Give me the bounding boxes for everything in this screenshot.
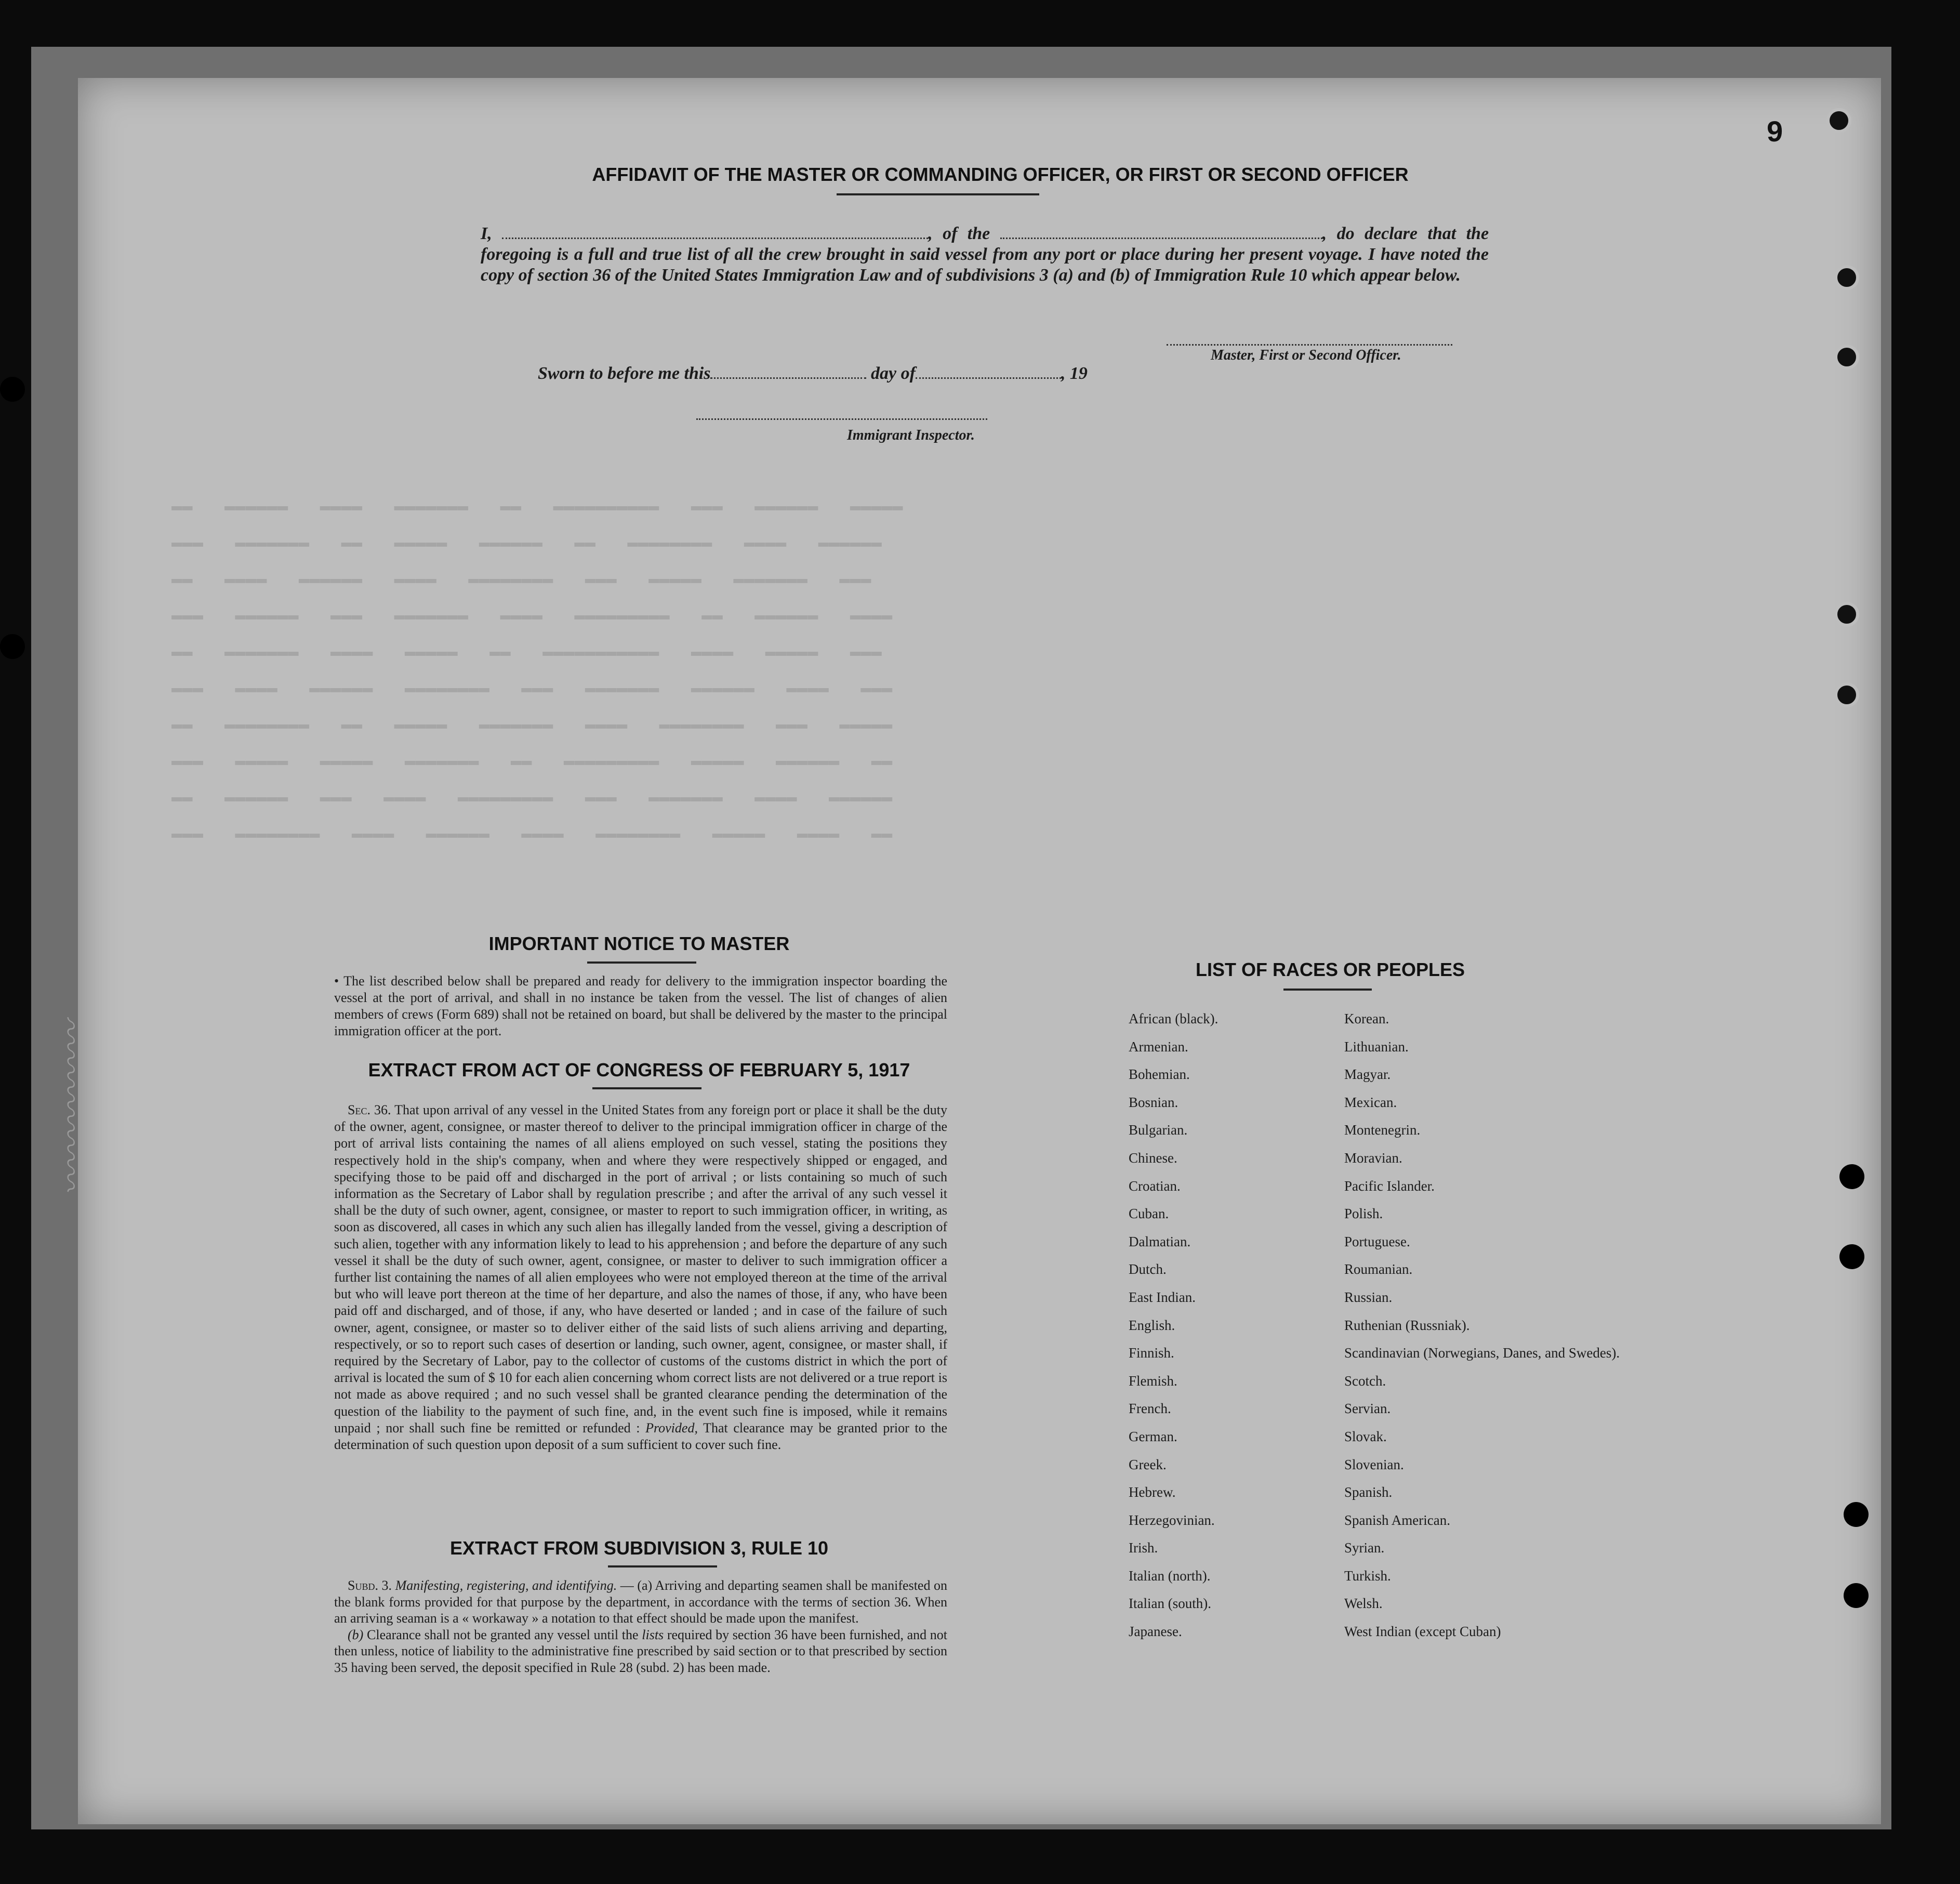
binder-hole-icon xyxy=(0,377,25,402)
subdivision-body xyxy=(334,1577,947,1676)
inspector-label: Immigrant Inspector. xyxy=(847,427,975,443)
races-column-1 xyxy=(1129,1011,1218,1652)
subd-heading: Manifesting, registering, and identifying. xyxy=(395,1578,617,1593)
affidavit-i: I, xyxy=(481,224,492,243)
subdivision-title-rule xyxy=(608,1565,717,1567)
race-list-item: Italian (north). xyxy=(1129,1567,1211,1584)
race-list-item: Roumanian. xyxy=(1344,1261,1413,1277)
day-blank-line xyxy=(710,365,866,379)
subd-label: Subd. 3. xyxy=(348,1578,392,1593)
race-list-item: Cuban. xyxy=(1129,1206,1169,1222)
month-blank-line xyxy=(916,365,1061,379)
bleed-through-texture: ▬▬ ▬▬▬▬▬▬ ▬▬▬▬ ▬▬▬▬▬▬▬ ▬▬ ▬▬▬▬▬▬▬▬▬▬ ▬▬▬ ▬▬▬▬▬▬ ▬▬▬▬▬ ▬▬▬ ▬▬▬▬▬▬▬ ▬▬ ▬▬▬▬▬ ▬▬▬▬▬▬ ▬▬ ▬▬▬▬▬▬▬▬ ▬▬▬▬ ▬▬▬▬▬▬ ▬▬ ▬▬▬▬ ▬▬▬▬▬▬ ▬▬▬▬ ▬▬▬▬▬▬▬▬ ▬▬▬ ▬▬▬▬▬ ▬▬▬▬▬▬▬ ▬▬▬ ▬▬▬ ▬▬▬▬▬▬ ▬▬▬ ▬▬▬▬▬▬▬ ▬▬▬▬ ▬▬▬▬▬▬▬▬▬ ▬▬ ▬▬▬▬▬▬ ▬▬▬▬ ▬▬ ▬▬▬▬▬▬▬ ▬▬▬▬ ▬▬▬▬▬ ▬▬ ▬▬▬▬▬▬▬▬▬▬▬ ▬▬▬▬ ▬▬▬▬▬ ▬▬▬ ▬▬▬ ▬▬▬▬ ▬▬▬▬▬▬ ▬▬▬▬▬▬▬▬ ▬▬▬ ▬▬▬▬▬▬▬ ▬▬▬▬▬▬ ▬▬▬▬ ▬▬▬ ▬▬ ▬▬▬▬▬▬▬▬ ▬▬ ▬▬▬▬▬ ▬▬▬▬▬▬▬ ▬▬▬▬ ▬▬▬▬▬▬▬▬ ▬▬▬ ▬▬▬▬▬ ▬▬▬ ▬▬▬▬▬ ▬▬▬▬▬ ▬▬▬▬▬▬▬ ▬▬ ▬▬▬▬▬▬▬▬▬ ▬▬▬▬▬ ▬▬▬▬▬▬ ▬▬ ▬▬ ▬▬▬▬▬▬ ▬▬▬ ▬▬▬▬ ▬▬▬▬▬▬▬▬▬ ▬▬▬ ▬▬▬▬▬▬▬ ▬▬▬▬ ▬▬▬▬▬▬ ▬▬▬ ▬▬▬▬▬▬▬▬ ▬▬▬▬ ▬▬▬▬▬▬ ▬▬▬▬ ▬▬▬▬▬▬▬▬ ▬▬▬▬▬ ▬▬▬▬ ▬▬ xyxy=(171,497,903,844)
race-list-item: Scandinavian (Norwegians, Danes, and Swedes). xyxy=(1344,1345,1620,1361)
binder-hole-icon xyxy=(1826,108,1851,133)
affidavit-text xyxy=(481,223,1489,286)
binder-hole-icon xyxy=(1834,345,1859,370)
act-title: EXTRACT FROM ACT OF CONGRESS OF FEBRUARY 5, 1917 xyxy=(368,1059,910,1081)
para-a-marker: — (a) xyxy=(620,1578,653,1593)
races-title-rule xyxy=(1283,989,1372,991)
race-list-item: Spanish American. xyxy=(1344,1512,1450,1528)
notice-title-rule xyxy=(587,961,696,964)
races-column-2 xyxy=(1344,1011,1620,1652)
race-list-item: Russian. xyxy=(1344,1289,1393,1305)
page-number: 9 xyxy=(1767,115,1783,148)
race-list-item: Slovenian. xyxy=(1344,1456,1404,1472)
race-list-item: German. xyxy=(1129,1428,1177,1444)
section-label: Sec. 36. xyxy=(348,1102,391,1117)
name-blank-line xyxy=(502,225,928,239)
race-list-item: Dalmatian. xyxy=(1129,1233,1191,1249)
inspector-signature-line xyxy=(696,418,987,420)
race-list-item: Scotch. xyxy=(1344,1373,1386,1389)
section-text: That upon arrival of any vessel in the United States from any foreign port or place it shall be the duty of the owner, agent, consignee, or master thereof to deliver to the principal immigration officer in charge of the port of arrival lists containing the names of all aliens employed on such vessel, stating the positions they respectively hold in the ship's company, when and where they were respectively shipped or engaged, and specifying those to be paid off and discharged in the port of arrival ; or lists containing so much of such information as the Secretary of Labor shall by regulation prescribe ; and after the arrival of any such vessel it shall be the duty of such owner, agent, consignee, or master to report to such immigration officer, in writing, as soon as discovered, all cases in which any such alien has illegally landed from the vessel, giving a description of such alien, together with any information likely to lead to his apprehension ; and before the departure of any such vessel it shall be the duty of such owner, agent, consignee, or master to deliver to such immigration officer a further list containing the names of all alien employees who were not employed thereon at the time of the arrival but who will leave port thereon at the time of her departure, and also the names of those, if any, who have been paid off and discharged, and of those, if any, who have deserted or landed ; and in case of the failure of such owner, agent, consignee, or master so to deliver either of the said lists of such aliens arriving and departing, respectively, or so to report such cases of desertion or landing, such owner, agent, consignee, or master shall, if required by the Secretary of Labor, pay to the collector of customs of the customs district in which the port of arrival is located the sum of $ 10 for each alien concerning whom correct lists are not delivered or a true report is not made as above required ; and no such vessel shall be granted clearance pending the determination of the question of the liability to the payment of such fine, and, in the event such fine is imposed, while it remains unpaid ; nor shall such fine be remitted or refunded : xyxy=(334,1102,947,1435)
section-text-end: That clearance may be granted prior to the determination of such question upon deposit of a sum sufficient to cover such fine. xyxy=(334,1420,948,1453)
para-b-marker: (b) xyxy=(348,1627,364,1642)
race-list-item: Moravian. xyxy=(1344,1150,1402,1166)
provided-word: Provided, xyxy=(645,1420,698,1435)
sworn-text: Sworn to before me this xyxy=(538,364,711,383)
race-list-item: West Indian (except Cuban) xyxy=(1344,1624,1501,1640)
subdivision-para-b xyxy=(334,1627,947,1676)
race-list-item: Greek. xyxy=(1129,1456,1167,1472)
race-list-item: Portuguese. xyxy=(1344,1233,1410,1249)
race-list-item: Lithuanian. xyxy=(1344,1038,1409,1055)
race-list-item: African (black). xyxy=(1129,1011,1219,1026)
sworn-line xyxy=(538,364,1088,384)
race-list-item: Japanese. xyxy=(1129,1624,1182,1640)
para-b-start: Clearance shall not be granted any vessel until the xyxy=(367,1627,639,1642)
vessel-blank-line xyxy=(1000,225,1322,239)
race-list-item: Polish. xyxy=(1344,1206,1383,1222)
races-title: LIST OF RACES OR PEOPLES xyxy=(1195,959,1465,980)
signature-label: Master, First or Second Officer. xyxy=(1211,347,1401,363)
act-body xyxy=(334,1102,947,1453)
binder-hole-icon xyxy=(1844,1583,1869,1608)
race-list-item: French. xyxy=(1129,1401,1171,1417)
race-list-item: Syrian. xyxy=(1344,1540,1385,1556)
notice-title: IMPORTANT NOTICE TO MASTER xyxy=(488,933,790,954)
race-list-item: Montenegrin. xyxy=(1344,1122,1421,1138)
affidavit-title-rule xyxy=(837,193,1039,195)
affidavit-of-the: , of the xyxy=(928,224,990,243)
affidavit-title: AFFIDAVIT OF THE MASTER OR COMMANDING OFFICER, OR FIRST OR SECOND OFFICER xyxy=(592,164,1409,185)
race-list-item: Mexican. xyxy=(1344,1094,1397,1110)
race-list-item: Magyar. xyxy=(1344,1066,1391,1083)
race-list-item: Ruthenian (Russniak). xyxy=(1344,1317,1470,1333)
race-list-item: Armenian. xyxy=(1129,1038,1188,1055)
race-list-item: Irish. xyxy=(1129,1540,1158,1556)
race-list-item: Spanish. xyxy=(1344,1484,1393,1500)
race-list-item: Welsh. xyxy=(1344,1596,1383,1612)
binder-hole-icon xyxy=(1839,1164,1864,1189)
binder-hole-icon xyxy=(1844,1502,1869,1527)
signature-line xyxy=(1167,344,1452,346)
race-list-item: Bulgarian. xyxy=(1129,1122,1188,1138)
race-list-item: Slovak. xyxy=(1344,1428,1387,1444)
race-list-item: English. xyxy=(1129,1317,1175,1333)
race-list-item: Finnish. xyxy=(1129,1345,1174,1361)
race-list-item: Flemish. xyxy=(1129,1373,1177,1389)
para-a-text: Arriving and departing seamen shall be manifested on the blank forms provided for that purpose by the department, in accordance with the terms of section 36. When an arriving seaman is a « workaway » a notation to that effect should be made upon the manifest. xyxy=(334,1578,948,1626)
pencil-annotation-mark: 〰〰〰〰〰〰 xyxy=(56,1021,89,1195)
binder-hole-icon xyxy=(0,634,25,659)
subdivision-para-a xyxy=(334,1577,947,1627)
binder-hole-icon xyxy=(1834,682,1859,707)
race-list-item: Servian. xyxy=(1344,1401,1391,1417)
race-list-item: Italian (south). xyxy=(1129,1596,1211,1612)
day-of-text: day of xyxy=(870,364,916,383)
race-list-item: Croatian. xyxy=(1129,1178,1181,1194)
race-list-item: Bosnian. xyxy=(1129,1094,1178,1110)
race-list-item: Bohemian. xyxy=(1129,1066,1190,1083)
race-list-item: Dutch. xyxy=(1129,1261,1167,1277)
binder-hole-icon xyxy=(1834,602,1859,627)
race-list-item: Herzegovinian. xyxy=(1129,1512,1215,1528)
para-b-lists: lists xyxy=(642,1627,664,1642)
subdivision-title: EXTRACT FROM SUBDIVISION 3, RULE 10 xyxy=(449,1537,829,1559)
binder-hole-icon xyxy=(1839,1244,1864,1269)
race-list-item: East Indian. xyxy=(1129,1289,1196,1305)
affidavit-declare: , do declare xyxy=(1322,224,1418,243)
binder-hole-icon xyxy=(1834,265,1859,290)
race-list-item: Turkish. xyxy=(1344,1567,1391,1584)
act-title-rule xyxy=(592,1087,701,1089)
race-list-item: Hebrew. xyxy=(1129,1484,1176,1500)
affidavit-body: that the foregoing is a full and true list of all the crew brought in said vessel from any port or place during her present voyage. I have noted the copy of section 36 of the United States Immigration Law and of subdivisions 3 (a) and (b) of Immigration Rule 10 which appear below. xyxy=(481,224,1489,285)
race-list-item: Pacific Islander. xyxy=(1344,1178,1435,1194)
race-list-item: Chinese. xyxy=(1129,1150,1177,1166)
notice-body: • The list described below shall be prepared and ready for delivery to the immigration inspector boarding the vessel at the port of arrival, and shall in no instance be taken from the vessel. The list of changes of alien members of crews (Form 689) shall not be retained on board, but shall be delivered by the master to the principal immigration officer at the port. xyxy=(334,973,947,1038)
year-text: , 19 xyxy=(1061,364,1088,383)
race-list-item: Korean. xyxy=(1344,1011,1389,1026)
para-b-end: required by section 36 have been furnished, and not then unless, notice of liability to the administrative fine prescribed by said section or to that prescribed by section 35 having been served, the deposit specified in Rule 28 (subd. 2) has been made. xyxy=(334,1627,948,1675)
